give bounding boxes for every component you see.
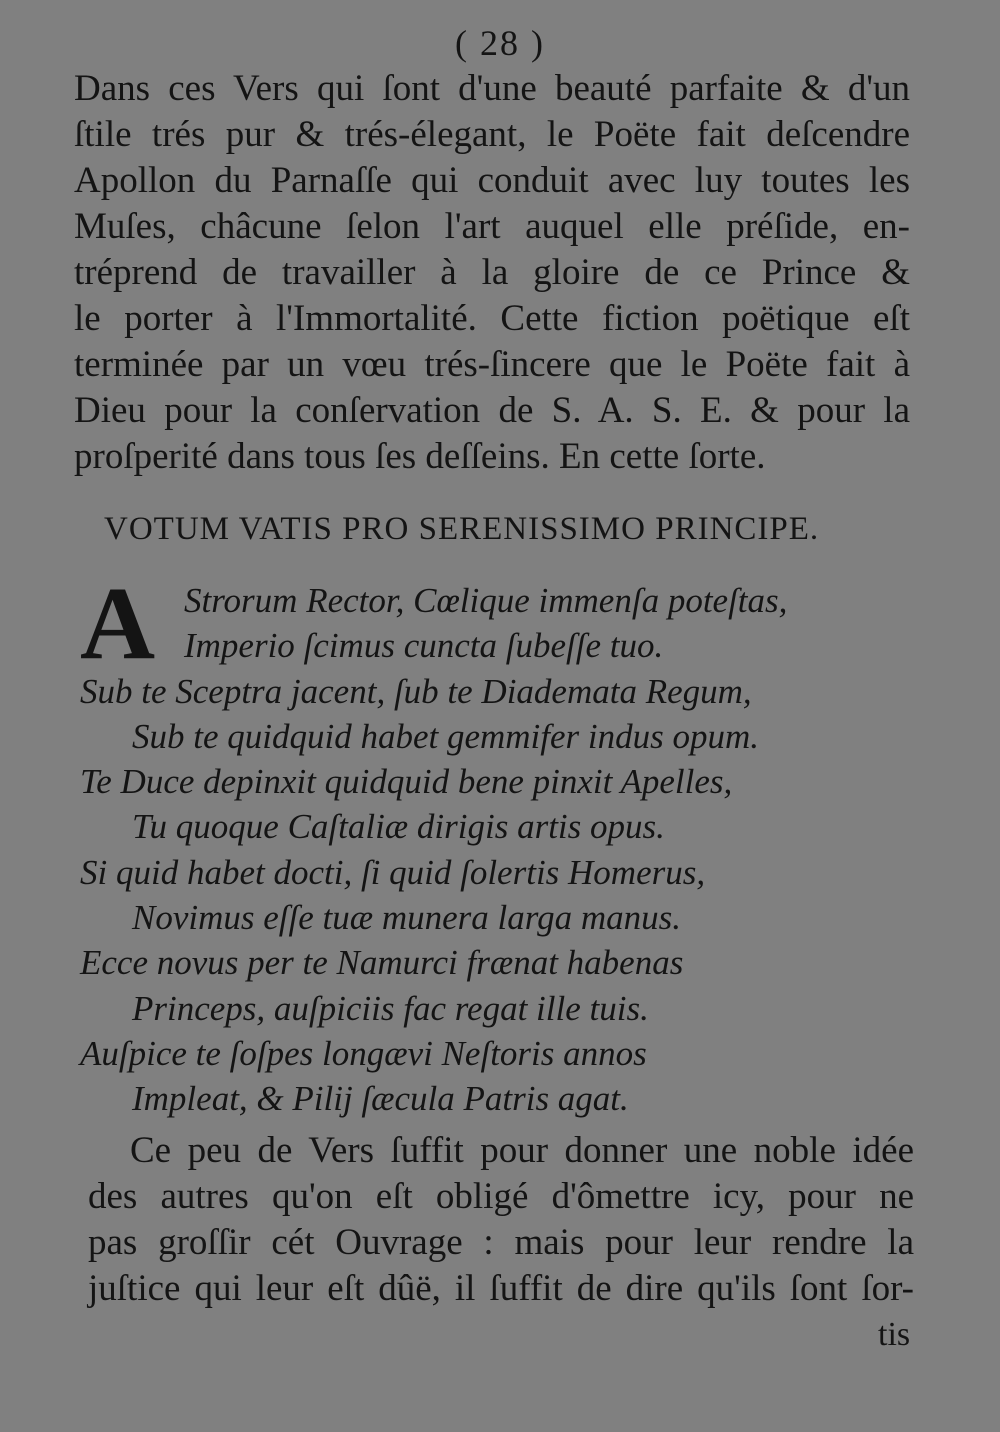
text-line: pas groſſir cét Ouvrage : mais pour leur rendre la [88, 1222, 914, 1263]
text-line: ſtile trés pur & trés-élegant, le Poëte fait deſcendre [74, 114, 910, 155]
text-line: Muſes, châcune ſelon l'art auquel elle préſide, en- [74, 206, 910, 247]
verse-line: Tu quoque Caſtaliæ dirigis artis opus. [132, 807, 665, 847]
prose-paragraph-2 [88, 1174, 914, 1312]
verse-line: Princeps, auſpiciis fac regat ille tuis. [132, 988, 649, 1028]
text-line: le porter à l'Immortalité. Cette fiction poëtique eſt [74, 298, 910, 339]
prose-paragraph-2-first [130, 1128, 914, 1174]
latin-poem [80, 578, 920, 1122]
verse-line: Impleat, & Pilij ſæcula Patris agat. [132, 1079, 629, 1119]
text-line: des autres qu'on eſt obligé d'ômettre icy, pour ne [88, 1176, 914, 1217]
drop-cap: A [80, 566, 156, 681]
text-line: juſtice qui leur eſt dûë, il ſuffit de dire qu'ils ſont ſor- [88, 1268, 914, 1309]
verse-line: Sub te quidquid habet gemmifer indus opum. [132, 716, 760, 756]
verse-line: Novimus eſſe tuæ munera larga manus. [132, 898, 681, 938]
text-line: Ce peu de Vers ſuffit pour donner une noble idée [130, 1130, 914, 1171]
text-line: Dans ces Vers qui ſont d'une beauté parfaite & d'un [74, 68, 910, 109]
text-line: tréprend de travailler à la gloire de ce Prince & [74, 252, 910, 293]
text-line: terminée par un vœu trés-ſincere que le Poëte fait à [74, 344, 910, 385]
text-line: Apollon du Parnaſſe qui conduit avec luy toutes les [74, 160, 910, 201]
verse-line: Si quid habet docti, ſi quid ſolertis Homerus, [80, 852, 706, 892]
verse-line: Ecce novus per te Namurci frænat habenas [80, 943, 684, 983]
prose-paragraph-1 [74, 66, 910, 480]
verse-line: Imperio ſcimus cuncta ſubeſſe tuo. [184, 626, 664, 666]
text-line: proſperité dans tous ſes deſſeins. En cette ſorte. [74, 436, 766, 477]
page-number: ( 28 ) [455, 23, 545, 63]
catchword: tis [878, 1316, 911, 1353]
verse-line: Sub te Sceptra jacent, ſub te Diademata Regum, [80, 671, 752, 711]
verse-line: Te Duce depinxit quidquid bene pinxit Apelles, [80, 762, 733, 802]
poem-heading: VOTUM VATIS PRO SERENISSIMO PRINCIPE. [104, 511, 820, 547]
verse-line: Strorum Rector, Cœlique immenſa poteſtas, [184, 581, 788, 620]
verse-line: Auſpice te ſoſpes longævi Neſtoris annos [80, 1033, 647, 1073]
text-line: Dieu pour la conſervation de S. A. S. E. & pour la [74, 390, 910, 431]
